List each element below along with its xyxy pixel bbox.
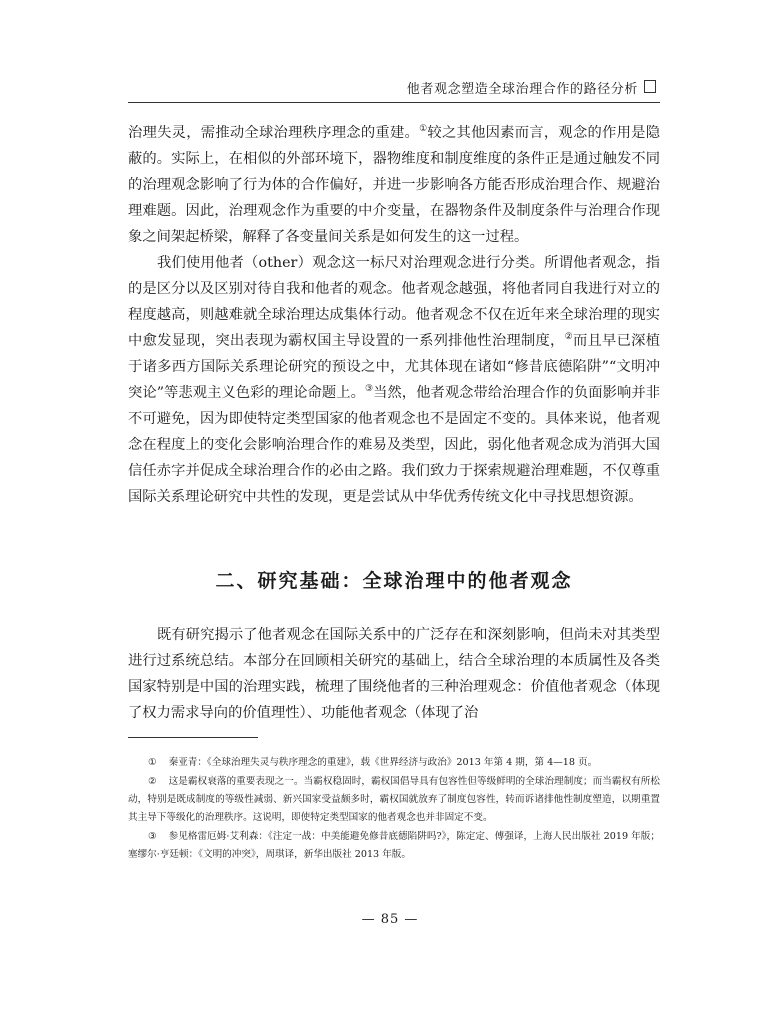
- paragraph-1: 治理失灵，需推动全球治理秩序理念的重建。①较之其他因素而言，观念的作用是隐蔽的。实际上，在相似的外部环境下，器物维度和制度维度的条件正是通过触发不同的治理观念影响了行为体的合作偏好，并进一步影响各方能否形成治理合作、规避治理难题。因此，治理观念作为重要的中介变量，在器物条件及制度条件与治理合作现象之间架起桥梁，解释了各变量间关系是如何发生的这一过程。: [128, 124, 661, 245]
- footnote-1: ① 秦亚青：《全球治理失灵与秩序理念的重建》，载《世界经济与政治》2013 年第 4 期，第 4—18 页。: [148, 757, 598, 768]
- paragraph-3: 既有研究揭示了他者观念在国际关系中的广泛存在和深刻影响，但尚未对其类型进行过系统总结。本部分在回顾相关研究的基础上，结合全球治理的本质属性及各类国家特别是中国的治理实践，梳理了围绕他者的三种治理观念：价值他者观念（体现了权力需求导向的价值理性）、功能他者观念（体现了治: [128, 627, 660, 721]
- footnote-mark-3: ③: [148, 831, 157, 842]
- section-body: [128, 622, 660, 726]
- section-heading: 二、研究基础：全球治理中的他者观念: [215, 570, 573, 592]
- footnote-ref-3[interactable]: ③: [364, 384, 374, 394]
- footnote-divider: [128, 737, 258, 738]
- footnote-2: ② 这是霸权衰落的重要表现之一。当霸权稳固时，霸权国倡导具有包容性但等级鲜明的全球治理制度；而当霸权有所松动，特别是既成制度的等级性减弱、新兴国家受益颇多时，霸权国就放弃了制度包容性，转而诉诸排他性制度塑造，以期重置其主导下等级化的治理秩序。这说明，即使特定类型国家的他者观念也并非固定不变。: [128, 776, 661, 823]
- footnote-ref-2[interactable]: ②: [564, 332, 573, 342]
- footnotes: [128, 754, 660, 865]
- running-header-title: 他者观念塑造全球治理合作的路径分析: [406, 82, 638, 97]
- footnote-mark-1: ①: [148, 757, 157, 768]
- paragraph-2: 我们使用他者（other）观念这一标尺对治理观念进行分类。所谓他者观念，指的是区分以及区别对待自我和他者的观念。他者观念越强，将他者同自我进行对立的程度越高，则越难就全球治理达成集体行动。他者观念不仅在近年来全球治理的现实中愈发显现，突出表现为霸权国主导设置的一系列排他性治理制度，②而且早已深植于诸多西方国际关系理论研究的预设之中，尤其体现在诸如“修昔底德陷阱”“文明冲突论”等悲观主义色彩的理论命题上。③当然，他者观念带给治理合作的负面影响并非不可避免，因为即使特定类型国家的他者观念也不是固定不变的。具体来说，他者观念在程度上的变化会影响治理合作的难易及类型，因此，弱化他者观念成为消弭大国信任赤字并促成全球治理合作的必由之路。我们致力于探索规避治理难题，不仅尊重国际关系理论研究中共性的发现，更是尝试从中华优秀传统文化中寻找思想资源。: [128, 255, 661, 505]
- square-icon: [644, 80, 656, 93]
- footnote-mark-2: ②: [148, 776, 157, 787]
- body-text: [128, 120, 660, 510]
- footnote-ref-1[interactable]: ①: [419, 124, 428, 134]
- page-number: — 85 —: [361, 912, 419, 927]
- running-header: [128, 74, 660, 103]
- footnote-3: ③ 参见格雷厄姆·艾利森：《注定一战：中美能避免修昔底德陷阱吗?》，陈定定、傅强译，上海人民出版社 2019 年版；塞缪尔·亨廷顿：《文明的冲突》，周琪译，新华出版社 2013 年版。: [128, 831, 660, 860]
